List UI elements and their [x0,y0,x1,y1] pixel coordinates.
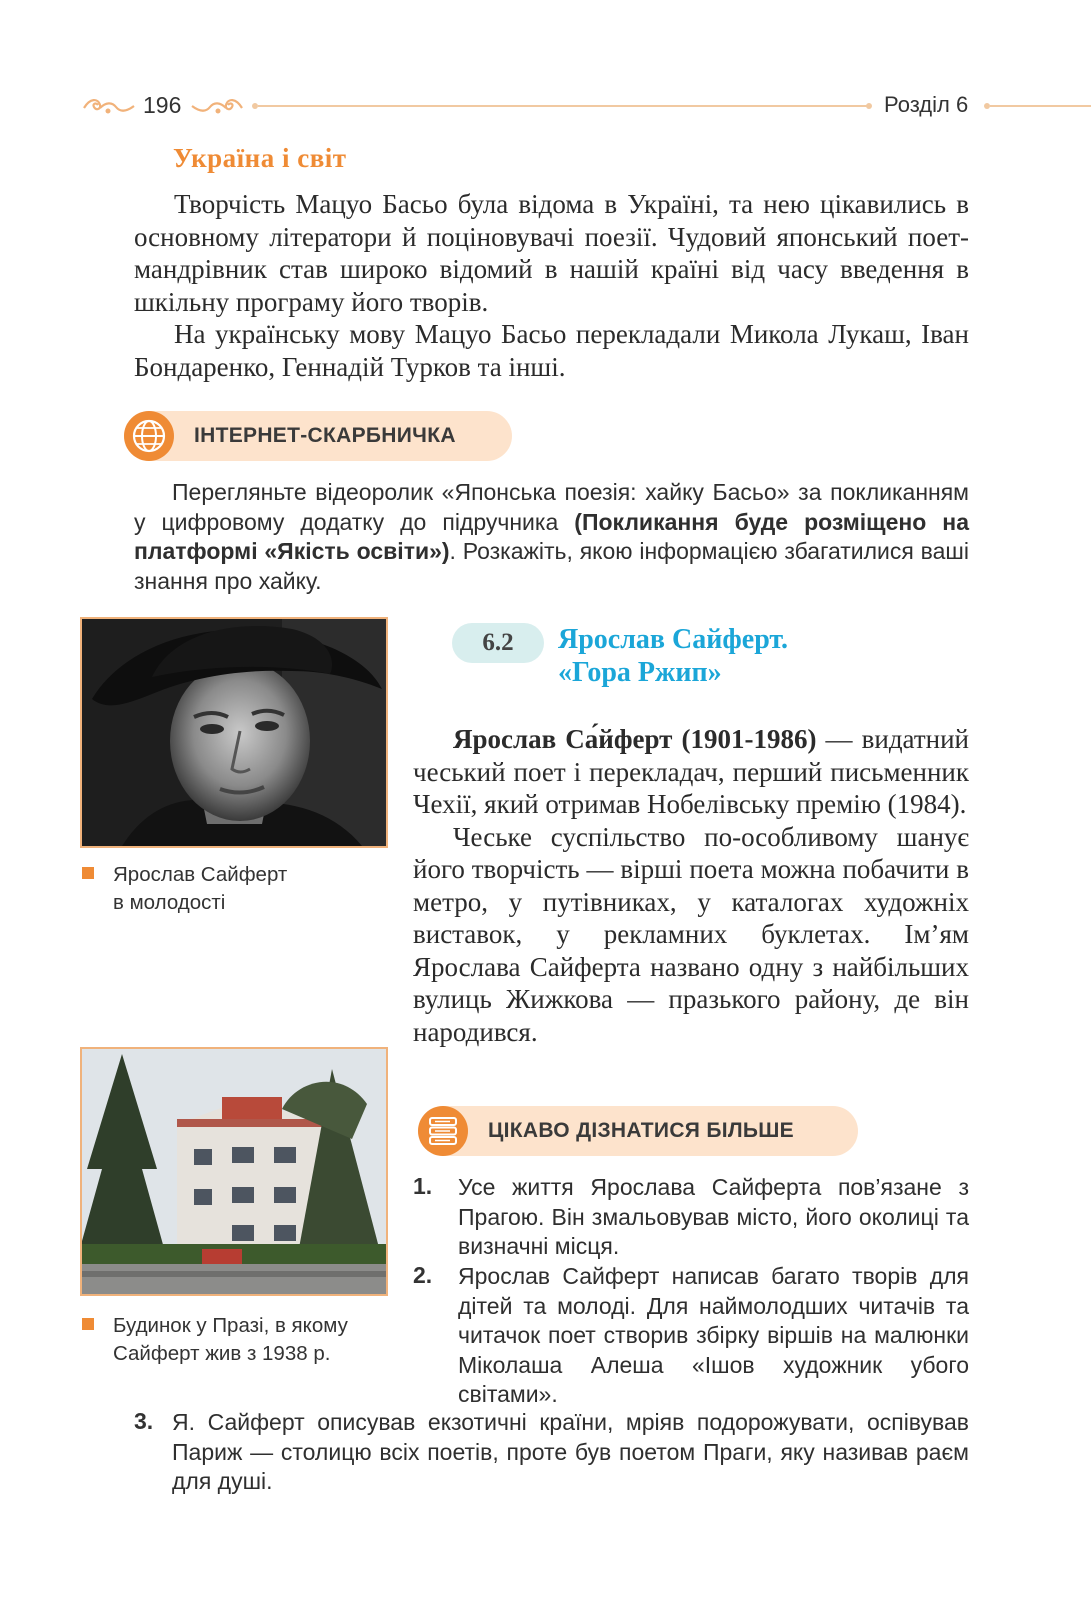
ukraine-world-paragraph: Творчість Мацуо Басьо була відома в Україні, та нею цікавились в основному літератори й поціновувачі поезії. Чудовий японський поет-мандрівник став широко відомий в нашій країні від часу введення в шкільну програму його творів. [134,189,969,317]
caption-bullet [82,867,94,879]
learn-more-item [413,1262,969,1410]
platform-note: (Покликання буде розміщено на платформі «Якість освіти») [134,508,969,564]
ukraine-world-heading: Україна і світ [173,143,347,173]
globe-icon [124,411,174,461]
item-number: 1. [413,1173,433,1199]
lesson-paragraph: Чеське суспільство по-особливому шанує його творчість — вірші поета можна побачити в метро, у путівниках, у каталогах художніх виставок, у рекламних буклетах. Ім’ям Ярослава Сайферта названо одну з найбільших вулиць Жижкова — празького району, де він народився. [413,821,969,1047]
author-name-dates: Ярослав Са́йферт (1901-1986) [453,724,817,754]
left-ornament-icon [82,96,136,118]
portrait-caption: Ярослав Сайферт в молодості [113,863,288,914]
learn-more-item [413,1173,969,1262]
item-text: Ярослав Сайферт написав багато творів для дітей та молоді. Для наймолодших читачів та читачок поет створив збірку віршів на малюнки Міколаша Алеша «Ішов художник убого світами». [458,1263,969,1407]
item-text: Я. Сайферт описував екзотичні країни, мріяв подорожувати, оспівував Париж — столицю всіх поетів, проте був поетом Праги, яку називав раєм для душі. [172,1409,969,1494]
ukraine-world-paragraph: На українську мову Мацуо Басьо перекладали Микола Лукаш, Іван Бондаренко, Геннадій Турков та інші. [134,319,969,382]
internet-box-label: ІНТЕРНЕТ-СКАРБНИЧКА [194,424,456,447]
internet-box-paragraph: Перегляньте відеоролик «Японська поезія: хайку Басьо» за покликанням у цифровому додатку до підручника (Покликання буде розміщено на платформі «Якість освіти»). Розкажіть, якою інформацією збагатилися ваші знання про хайку. [134,479,969,594]
lesson-intro: Ярослав Са́йферт (1901-1986) — видатний чеський поет і перекладач, перший письменник Чехії, який отримав Нобелівську премію (1984). [413,724,969,819]
item-number: 3. [134,1408,154,1434]
learn-more-item [134,1408,969,1497]
ukraine-world-text [134,188,969,383]
prague-house-photo [80,1047,388,1296]
page-number: 196 [143,92,182,118]
lesson-title: Ярослав Сайферт. «Гора Ржип» [558,624,789,688]
header-rule-right [990,105,1091,107]
lesson-text [413,723,969,1048]
seifert-portrait-photo [80,617,388,848]
section-label: Розділ 6 [884,92,969,117]
caption-bullet [82,1318,94,1330]
item-text: Усе життя Ярослава Сайферта пов’язане з Прагою. Він змальовував місто, його околиці та визначні місця. [458,1174,969,1259]
item-number: 2. [413,1262,433,1288]
right-ornament-icon [190,96,244,118]
book-stack-icon [418,1106,468,1156]
header-line-dot [866,103,872,109]
header-rule [258,105,870,107]
learn-more-label: ЦІКАВО ДІЗНАТИСЯ БІЛЬШЕ [488,1119,794,1142]
lesson-number-badge: 6.2 [452,623,544,663]
house-caption: Будинок у Празі, в якому Сайферт жив з 1938 р. [113,1314,348,1365]
internet-box-text [134,478,969,596]
